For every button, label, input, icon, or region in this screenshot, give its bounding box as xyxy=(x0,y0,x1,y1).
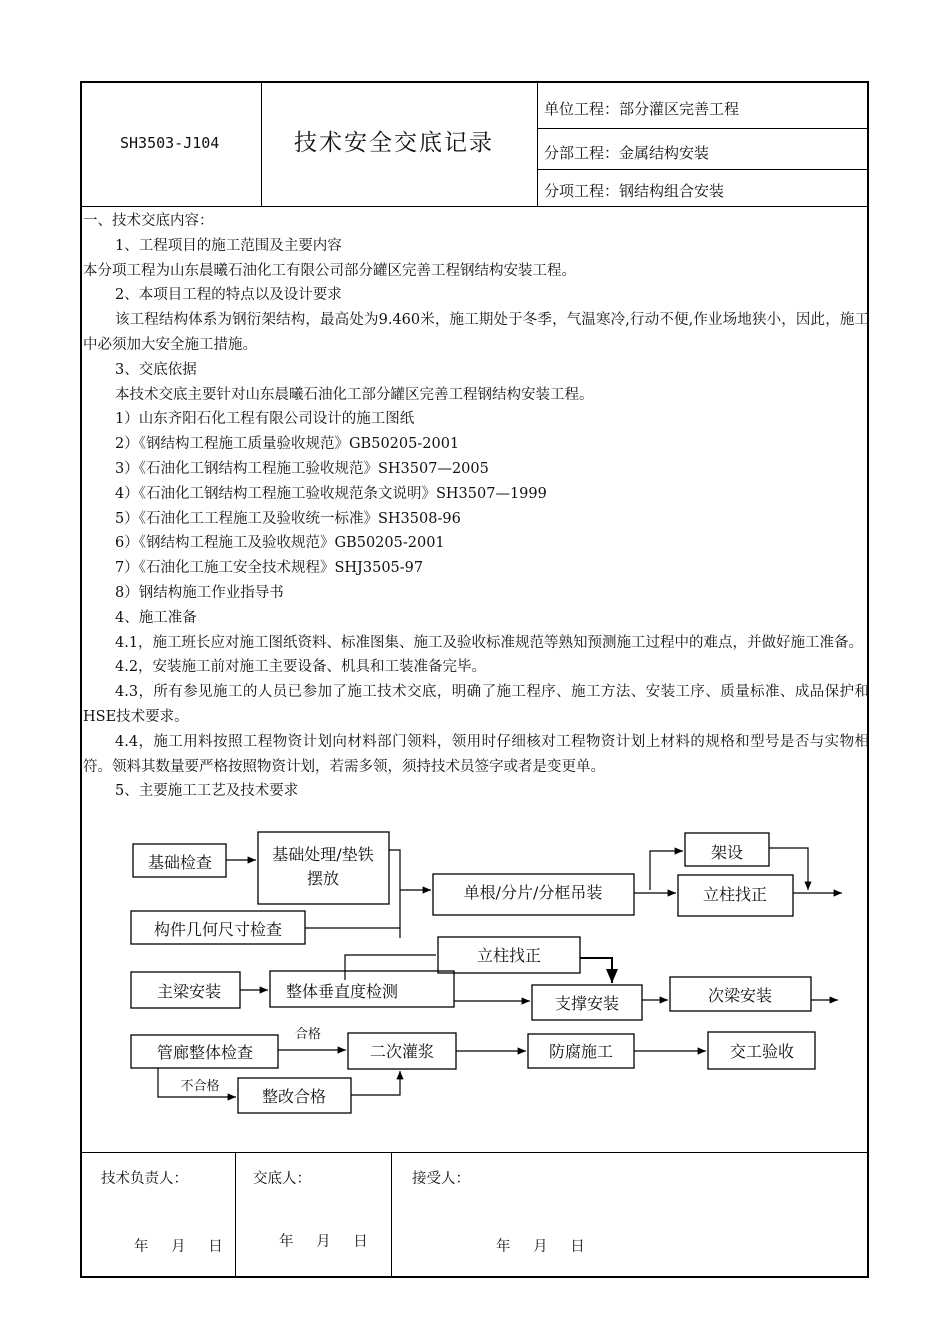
flow-label: 整改合格 xyxy=(261,1087,327,1106)
content-line: 该工程结构体系为钢衍架结构，最高处为9.460米，施工期处于冬季，气温寒冷,行动不便,作业场地狭小，因此，施工中必须加大安全施工措施。 xyxy=(83,312,869,353)
flow-label: 不合格 xyxy=(180,1079,220,1094)
content-line: 1）山东齐阳石化工程有限公司设计的施工图纸 xyxy=(115,411,415,428)
content-line: 4.1，施工班长应对施工图纸资料、标准图集、施工及验收标准规范等熟知预测施工过程中的难点，并做好施工准备。 xyxy=(115,634,864,651)
receiver-label: 接受人： xyxy=(412,1171,470,1187)
flow-label: 次梁安装 xyxy=(707,986,773,1005)
signature-divider-2 xyxy=(391,1152,392,1277)
connector-bracket xyxy=(389,850,400,938)
box-foundation-treatment xyxy=(258,832,389,904)
content-line: 4.4，施工用料按照工程物资计划向材料部门领料，领用时仔细核对工程物资计划上材料的规格和型号是否与实物相符。领料其数量要严格按照物资计划，若需多领，须持技术员签字或者是变更单。 xyxy=(83,733,869,775)
flow-label: 立柱找正 xyxy=(702,885,768,904)
content-line: 4、施工准备 xyxy=(115,609,197,626)
item-project: 分项工程：钢结构组合安装 xyxy=(544,182,725,200)
flow-label: 整体垂直度检测 xyxy=(285,982,399,1001)
content-line: 4）《石油化工钢结构工程施工验收规范条文说明》SH3507—1999 xyxy=(115,485,547,502)
content-line: 5、主要施工工艺及技术要求 xyxy=(115,783,299,800)
content-line: 7）《石油化工施工安全技术规程》SHJ3505-97 xyxy=(115,560,424,577)
flow-label: 合格 xyxy=(294,1027,322,1042)
flow-label: 二次灌浆 xyxy=(369,1042,435,1061)
arrow-rectify-up xyxy=(351,1071,400,1095)
content-line: 本分项工程为山东晨曦石油化工有限公司部分罐区完善工程钢结构安装工程。 xyxy=(83,262,576,279)
content-line: 4.2，安装施工前对施工主要设备、机具和工装准备完毕。 xyxy=(115,659,487,676)
sub-project: 分部工程：金属结构安装 xyxy=(544,144,710,162)
form-code: SH3503-J104 xyxy=(120,134,220,152)
content-line: 3、交底依据 xyxy=(115,361,197,378)
content-line: 本技术交底主要针对山东晨曦石油化工部分罐区完善工程钢结构安装工程。 xyxy=(115,386,594,403)
arrow-column-to-bracing xyxy=(580,958,612,983)
flow-label: 基础处理/垫铁 xyxy=(272,845,374,864)
content-line: 6）《钢结构工程施工及验收规范》GB50205-2001 xyxy=(115,535,445,552)
flow-label: 支撑安装 xyxy=(554,994,620,1013)
flow-label: 架设 xyxy=(710,843,744,862)
signature-top-line xyxy=(81,1152,868,1153)
content-line: 1、工程项目的施工范围及主要内容 xyxy=(115,237,342,254)
content-line: 一、技术交底内容： xyxy=(83,213,214,229)
tech-lead-date: 年 月 日 xyxy=(134,1239,223,1255)
receiver-date: 年 月 日 xyxy=(496,1239,585,1255)
flow-label: 基础检查 xyxy=(147,853,213,872)
tech-lead-label: 技术负责人： xyxy=(101,1171,188,1187)
flow-label: 单根/分片/分框吊装 xyxy=(463,883,603,902)
content-line: 5）《石油化工工程施工及验收统一标准》SH3508-96 xyxy=(115,510,461,527)
content-line: 2）《钢结构工程施工质量验收规范》GB50205-2001 xyxy=(115,436,460,453)
flow-label: 防腐施工 xyxy=(548,1042,614,1061)
flow-label: 立柱找正 xyxy=(476,946,542,965)
signature-divider-1 xyxy=(235,1152,236,1277)
discloser-date: 年 月 日 xyxy=(279,1234,368,1250)
content-line: 8）钢结构施工作业指导书 xyxy=(115,584,284,601)
connector-vert-to-column xyxy=(345,955,436,980)
arrow-erection-down xyxy=(769,848,808,890)
flow-label: 构件几何尺寸检查 xyxy=(153,920,283,939)
flow-label: 管廊整体检查 xyxy=(156,1043,254,1062)
flow-label: 交工验收 xyxy=(729,1042,795,1061)
flow-label: 摆放 xyxy=(306,869,340,888)
discloser-label: 交底人： xyxy=(253,1171,311,1187)
flow-label: 主梁安装 xyxy=(156,982,222,1001)
content-line: 3）《石油化工钢结构工程施工验收规范》SH3507—2005 xyxy=(115,460,489,477)
content-line: 4.3，所有参见施工的人员已参加了施工技术交底，明确了施工程序、施工方法、安装工序、质量标准、成品保护和HSE技术要求。 xyxy=(83,684,869,725)
unit-project: 单位工程：部分灌区完善工程 xyxy=(544,100,740,118)
content-line: 2、本项目工程的特点以及设计要求 xyxy=(115,287,342,304)
page-title: 技术安全交底记录 xyxy=(294,130,494,156)
